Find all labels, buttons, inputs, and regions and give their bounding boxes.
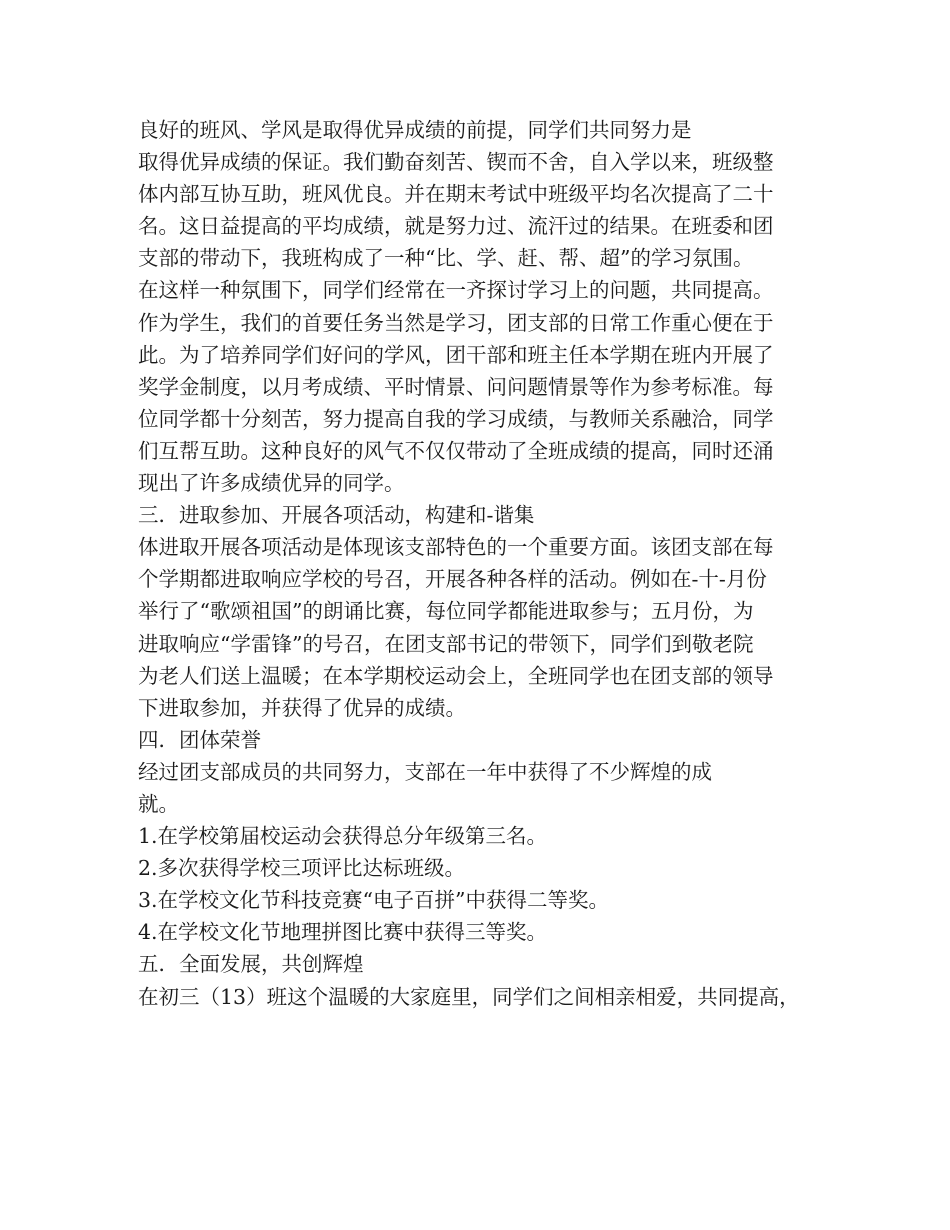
text-line: 现出了许多成绩优异的同学。 [138,471,405,496]
text-line: 下进取参加，并获得了优异的成绩。 [138,695,466,720]
list-item: 4.在学校文化节地理拼图比赛中获得三等奖。 [138,920,548,945]
text-line: 为老人们送上温暖；在本学期校运动会上，全班同学也在团支部的领导 [138,663,774,688]
section-heading: 五．全面发展，共创辉煌 [138,952,364,977]
text-line: 们互帮互助。这种良好的风气不仅仅带动了全班成绩的提高，同时还涌 [138,438,774,463]
text-line: 此。为了培养同学们好问的学风，团干部和班主任本学期在班内开展了 [138,342,774,367]
text-line: 个学期都进取响应学校的号召，开展各种各样的活动。例如在-十-月份 [138,567,767,592]
text-line: 体进取开展各项活动是体现该支部特色的一个重要方面。该团支部在每 [138,535,774,560]
text-line: 奖学金制度，以月考成绩、平时情景、问问题情景等作为参考标准。每 [138,374,774,399]
text-line: 就。 [138,791,179,816]
text-line: 进取响应“学雷锋”的号召，在团支部书记的带领下，同学们到敬老院 [138,631,754,656]
list-item: 1.在学校第届校运动会获得总分年级第三名。 [138,824,548,849]
text-line: 名。这日益提高的平均成绩，就是努力过、流汗过的结果。在班委和团 [138,214,774,239]
list-item: 3.在学校文化节科技竞赛“电子百拼”中获得二等奖。 [138,888,610,913]
text-line: 支部的带动下，我班构成了一种“比、学、赶、帮、超”的学习氛围。 [138,246,754,271]
list-item: 2.多次获得学校三项评比达标班级。 [138,856,466,881]
text-line: 经过团支部成员的共同努力，支部在一年中获得了不少辉煌的成 [138,759,712,784]
body-text [138,114,828,1013]
text-line: 位同学都十分刻苦，努力提高自我的学习成绩，与教师关系融洽，同学 [138,406,774,431]
section-heading: 四．团体荣誉 [138,727,261,752]
text-line: 举行了“歌颂祖国”的朗诵比赛，每位同学都能进取参与；五月份，为 [138,599,754,624]
text-line: 良好的班风、学风是取得优异成绩的前提，同学们共同努力是 [138,118,692,142]
text-line: 取得优异成绩的保证。我们勤奋刻苦、锲而不舍，自入学以来，班级整 [138,150,774,175]
text-line: 作为学生，我们的首要任务当然是学习，团支部的日常工作重心便在于 [138,310,774,335]
text-line: 体内部互协互助，班风优良。并在期末考试中班级平均名次提高了二十 [138,182,774,207]
text-line: 在这样一种氛围下，同学们经常在一齐探讨学习上的问题，共同提高。 [138,278,774,303]
text-line: 在初三（13）班这个温暖的大家庭里，同学们之间相亲相爱，共同提高， [138,984,800,1009]
section-heading: 三．进取参加、开展各项活动，构建和-谐集 [138,503,535,528]
